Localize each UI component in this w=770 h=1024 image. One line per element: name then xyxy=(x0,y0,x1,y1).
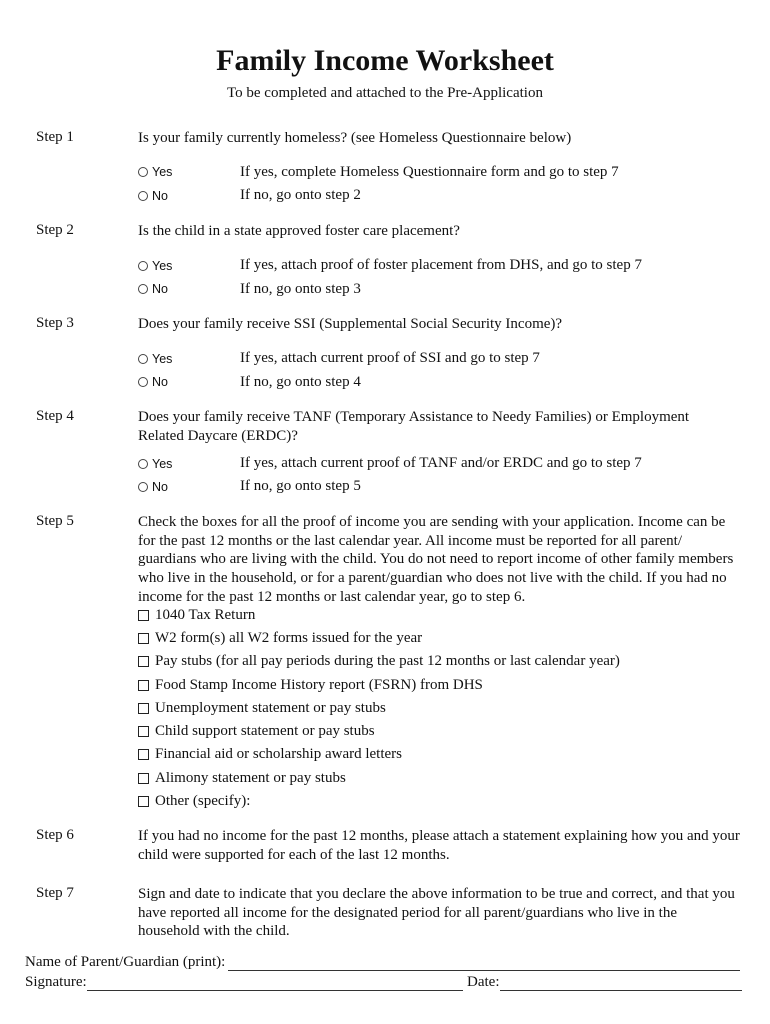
step-2-yes-instruction: If yes, attach proof of foster placement from DHS, and go to step 7 xyxy=(240,257,642,273)
step-4-no-radio[interactable] xyxy=(138,480,168,494)
radio-label: No xyxy=(152,189,168,203)
step-2-yes-radio[interactable] xyxy=(138,259,172,273)
step-7-label: Step 7 xyxy=(36,885,74,901)
radio-label: No xyxy=(152,375,168,389)
step-5-line: income for the past 12 months or last calendar year, go to step 6. xyxy=(138,588,526,605)
checkbox-icon xyxy=(138,749,149,760)
step-2-no-radio[interactable] xyxy=(138,282,168,296)
checkbox-label: Pay stubs (for all pay periods during the past 12 months or last calendar year) xyxy=(155,653,620,669)
step-4-question-line: Does your family receive TANF (Temporary Assistance to Needy Families) or Employment xyxy=(138,409,690,425)
checkbox-icon xyxy=(138,726,149,737)
checkbox-label: 1040 Tax Return xyxy=(155,607,256,623)
checkbox-icon xyxy=(138,656,149,667)
step-1-no-radio[interactable] xyxy=(138,189,168,203)
checkbox-icon xyxy=(138,633,149,644)
step-4-question-line: Related Daycare (ERDC)? xyxy=(138,427,298,444)
step-1-label: Step 1 xyxy=(36,129,74,145)
step-6-text xyxy=(138,827,748,864)
radio-label: Yes xyxy=(152,165,173,179)
checkbox-label: Child support statement or pay stubs xyxy=(155,723,375,739)
checkbox-child-support[interactable] xyxy=(138,723,375,740)
signature-field[interactable] xyxy=(87,990,463,991)
radio-circle-icon xyxy=(138,459,148,469)
step-5-line: for the past 12 months or the last calendar year. All income must be reported for all parent/ xyxy=(138,532,682,549)
checkbox-pay-stubs[interactable] xyxy=(138,653,620,670)
radio-label: Yes xyxy=(152,352,173,366)
checkbox-financial-aid[interactable] xyxy=(138,746,402,763)
step-7-line: Sign and date to indicate that you declare the above information to be true and correct, and that you xyxy=(138,886,735,902)
checkbox-icon xyxy=(138,773,149,784)
step-3-question: Does your family receive SSI (Supplemental Social Security Income)? xyxy=(138,316,563,332)
checkbox-label: Financial aid or scholarship award letters xyxy=(155,746,403,762)
step-2-question: Is the child in a state approved foster care placement? xyxy=(138,223,460,239)
date-label: Date: xyxy=(467,974,500,990)
step-4-label: Step 4 xyxy=(36,408,74,424)
checkbox-icon xyxy=(138,703,149,714)
checkbox-label: Alimony statement or pay stubs xyxy=(155,770,346,786)
radio-circle-icon xyxy=(138,354,148,364)
date-field[interactable] xyxy=(500,990,742,991)
step-3-no-radio[interactable] xyxy=(138,375,168,389)
step-5-line: who live in the household, or for a parent/guardian who does not live with the child. If you had no xyxy=(138,570,727,587)
step-5-label: Step 5 xyxy=(36,513,74,529)
page-title: Family Income Worksheet xyxy=(216,44,554,77)
checkbox-icon xyxy=(138,610,149,621)
step-5-text xyxy=(138,513,748,607)
step-7-line: have reported all income for the designated period for all parent/guardians who live in the xyxy=(138,904,677,921)
radio-circle-icon xyxy=(138,261,148,271)
checkbox-icon xyxy=(138,796,149,807)
checkbox-label: Food Stamp Income History report (FSRN) from DHS xyxy=(155,677,483,693)
step-6-label: Step 6 xyxy=(36,827,74,843)
step-4-no-instruction: If no, go onto step 5 xyxy=(240,478,361,494)
step-1-yes-instruction: If yes, complete Homeless Questionnaire form and go to step 7 xyxy=(240,164,619,180)
radio-circle-icon xyxy=(138,284,148,294)
step-5-line: Check the boxes for all the proof of income you are sending with your application. Income can be xyxy=(138,514,726,530)
step-5-line: guardians who are living with the child. You do not need to report income of other family members xyxy=(138,551,734,568)
checkbox-label: W2 form(s) all W2 forms issued for the year xyxy=(155,630,423,646)
radio-circle-icon xyxy=(138,482,148,492)
checkbox-1040-tax-return[interactable] xyxy=(138,607,255,624)
checkbox-unemployment[interactable] xyxy=(138,700,386,717)
step-7-text xyxy=(138,885,748,941)
radio-label: No xyxy=(152,480,168,494)
radio-circle-icon xyxy=(138,167,148,177)
page-subtitle: To be completed and attached to the Pre-Application xyxy=(227,85,543,101)
step-3-no-instruction: If no, go onto step 4 xyxy=(240,374,361,390)
step-1-no-instruction: If no, go onto step 2 xyxy=(240,187,361,203)
checkbox-icon xyxy=(138,680,149,691)
checkbox-other[interactable] xyxy=(138,793,250,810)
step-3-yes-instruction: If yes, attach current proof of SSI and go to step 7 xyxy=(240,350,540,366)
step-2-no-instruction: If no, go onto step 3 xyxy=(240,281,361,297)
checkbox-label: Unemployment statement or pay stubs xyxy=(155,700,386,716)
step-1-yes-radio[interactable] xyxy=(138,165,172,179)
radio-label: Yes xyxy=(152,259,173,273)
radio-label: Yes xyxy=(152,457,173,471)
step-3-label: Step 3 xyxy=(36,315,74,331)
checkbox-alimony[interactable] xyxy=(138,770,346,787)
guardian-name-label: Name of Parent/Guardian (print): xyxy=(25,954,226,970)
step-6-line: child were supported for each of the last 12 months. xyxy=(138,846,450,863)
step-4-yes-instruction: If yes, attach current proof of TANF and/or ERDC and go to step 7 xyxy=(240,455,642,471)
step-1-question: Is your family currently homeless? (see Homeless Questionnaire below) xyxy=(138,130,572,146)
radio-circle-icon xyxy=(138,191,148,201)
checkbox-food-stamp-report[interactable] xyxy=(138,677,483,694)
step-4-question xyxy=(138,408,748,445)
checkbox-label: Other (specify): xyxy=(155,793,251,809)
signature-label: Signature: xyxy=(25,974,87,990)
radio-circle-icon xyxy=(138,377,148,387)
guardian-name-field[interactable] xyxy=(228,970,740,971)
step-6-line: If you had no income for the past 12 months, please attach a statement explaining how you and your xyxy=(138,828,740,844)
radio-label: No xyxy=(152,282,168,296)
checkbox-w2-forms[interactable] xyxy=(138,630,422,647)
step-4-yes-radio[interactable] xyxy=(138,457,172,471)
step-7-line: household with the child. xyxy=(138,923,290,940)
step-3-yes-radio[interactable] xyxy=(138,352,172,366)
step-2-label: Step 2 xyxy=(36,222,74,238)
